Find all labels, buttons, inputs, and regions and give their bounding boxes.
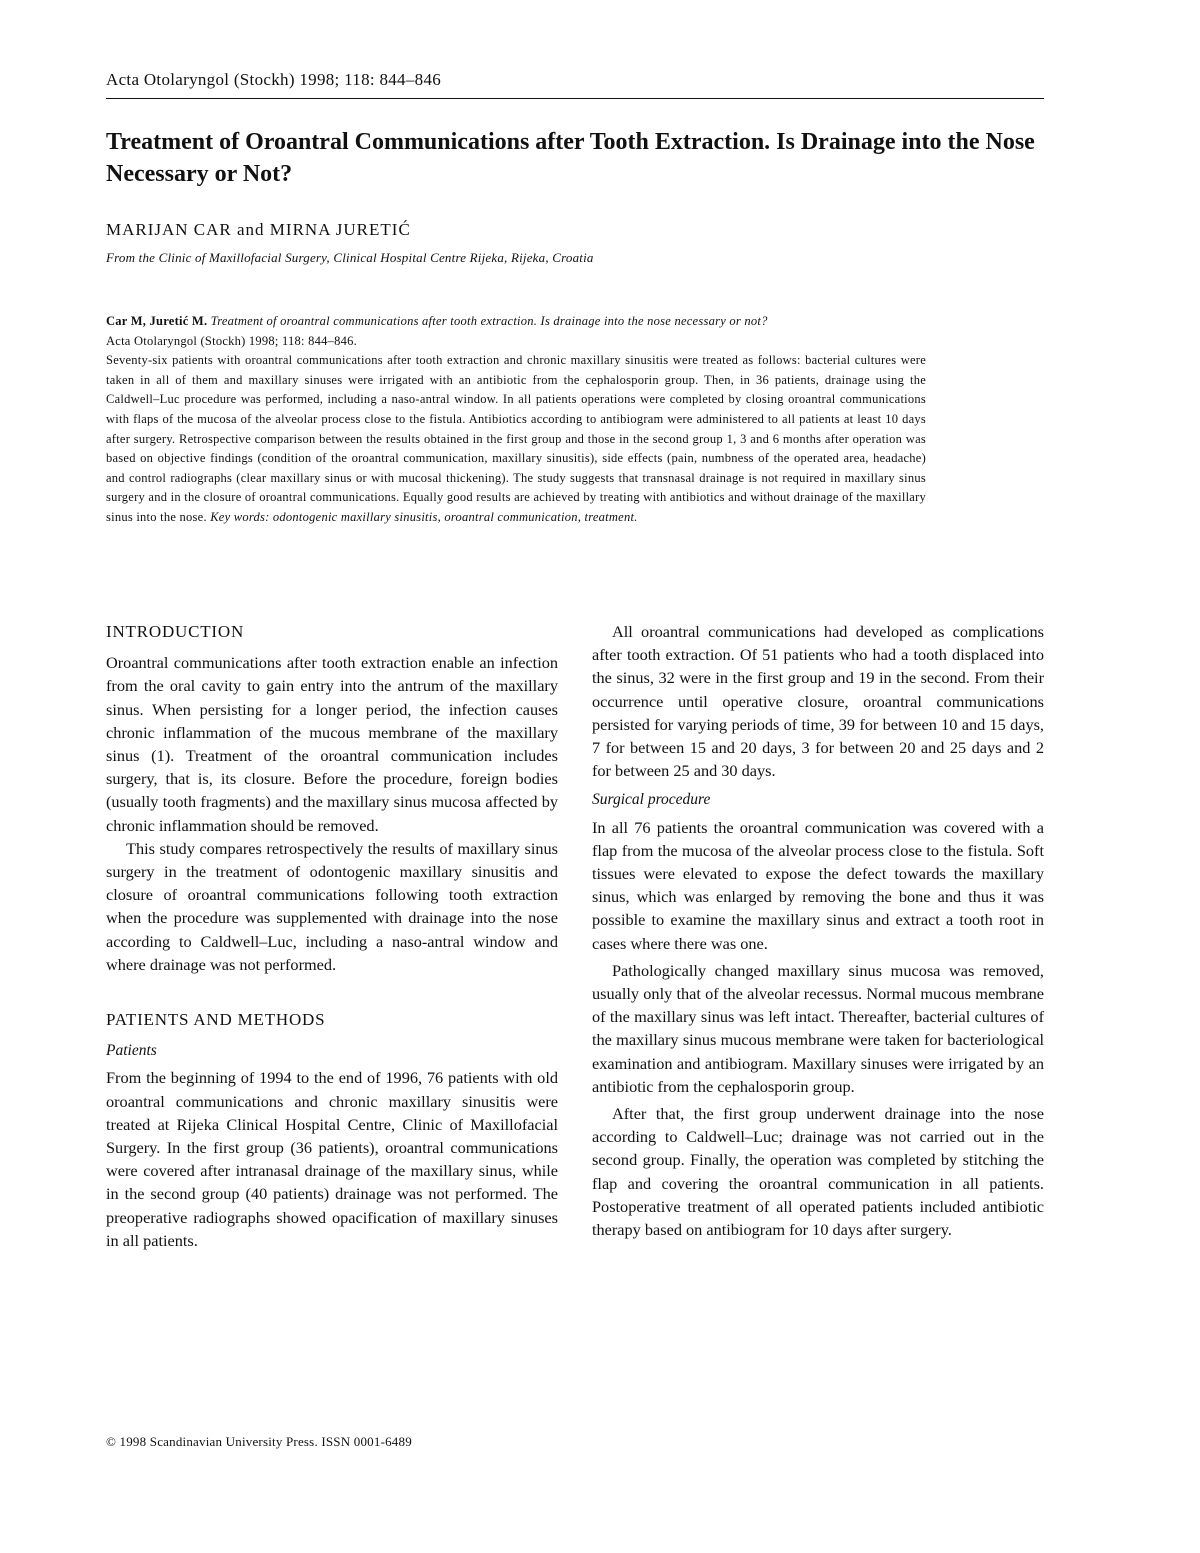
abstract-block xyxy=(106,312,926,528)
right-column xyxy=(592,620,1044,1241)
abstract-citation xyxy=(106,312,926,332)
surgical-paragraph-1: In all 76 patients the oroantral communication was covered with a flap from the mucosa of the alveolar process close to the fistula. Soft tissues were elevated to expose the defect towards the maxillary sinus, which was enlarged by removing the bone and thus it was possible to examine the maxillary sinus and extract a tooth root in cases where there was one. xyxy=(592,817,1044,953)
copyright-notice: © 1998 Scandinavian University Press. ISSN 0001-6489 xyxy=(106,1434,412,1449)
patients-paragraph-2: All oroantral communications had developed as complications after tooth extraction. Of 51 patients who had a tooth displaced into the sinus, 32 were in the first group and 19 in the second. From their occurrence until operative closure, oroantral communications persisted for varying periods of time, 39 for between 10 and 15 days, 7 for between 15 and 20 days, 3 for between 20 and 25 days and 2 for between 25 and 30 days. xyxy=(592,622,1044,781)
article-title: Treatment of Oroantral Communications after Tooth Extraction. Is Drainage into the Nose Necessary or Not? xyxy=(106,129,1035,187)
abstract-text xyxy=(106,351,926,527)
abstract-body: Seventy-six patients with oroantral communications after tooth extraction and chronic maxillary sinusitis were treated as follows: bacterial cultures were taken in all of them and maxillary sinuses were irrigated with an antibiotic from the cephalosporin group. Then, in 36 patients, drainage using the Caldwell–Luc procedure was performed, including a naso-antral window. In all patients operations were completed by closing oroantral communications with flaps of the mucosa of the alveolar process close to the fistula. Antibiotics according to antibiogram were administered to all patients at least 10 days after surgery. Retrospective comparison between the results obtained in the first group and those in the second group 1, 3 and 6 months after operation was based on objective findings (condition of the oroantral communication, maxillary sinusitis), side effects (pain, numbness of the operated area, headache) and control radiographs (clear maxillary sinus or with mucosal thickening). The study suggests that transnasal drainage is not required in maxillary sinus surgery and in the closure of oroantral communications. Equally good results are achieved by treating with antibiotics and without drainage of the maxillary sinus into the nose. xyxy=(106,353,926,524)
citation-title: Treatment of oroantral communications after tooth extraction. Is drainage into the nose necessary or not? xyxy=(210,314,768,328)
surgical-paragraph-3: After that, the first group underwent drainage into the nose according to Caldwell–Luc; drainage was not carried out in the second group. Finally, the operation was completed by stitching the flap and covering the oroantral communication in all patients. Postoperative treatment of all operated patients included antibiotic therapy based on antibiogram for 10 days after surgery. xyxy=(592,1104,1044,1240)
patients-paragraph-1: From the beginning of 1994 to the end of 1996, 76 patients with old oroantral communications and chronic maxillary sinusitis were treated at Rijeka Clinical Hospital Centre, Clinic of Maxillofacial Surgery. In the first group (36 patients), oroantral communications were covered after intranasal drainage of the maxillary sinus, while in the second group (40 patients) drainage was not performed. The preoperative radiographs showed opacification of maxillary sinuses in all patients. xyxy=(106,1068,558,1250)
abstract-keywords: Key words: odontogenic maxillary sinusitis, oroantral communication, treatment. xyxy=(210,509,638,524)
section-spacer xyxy=(106,976,558,1008)
citation-source: Acta Otolaryngol (Stockh) 1998; 118: 844–846. xyxy=(106,333,358,348)
header-rule xyxy=(106,98,1044,99)
introduction-heading: INTRODUCTION xyxy=(106,622,245,641)
surgical-subheading: Surgical procedure xyxy=(592,791,711,809)
surgical-paragraph-2: Pathologically changed maxillary sinus mucosa was removed, usually only that of the alveolar recessus. Normal mucous membrane of the maxillary sinus was left intact. Thereafter, bacterial cultures of the maxillary sinus mucous membrane were taken for bacteriological examination and antibiogram. Maxillary sinuses were irrigated by an antibiotic from the cephalosporin group. xyxy=(592,960,1044,1096)
article-affiliation: From the Clinic of Maxillofacial Surgery, Clinical Hospital Centre Rijeka, Rijeka, Croatia xyxy=(106,250,594,265)
running-head: Acta Otolaryngol (Stockh) 1998; 118: 844–846 xyxy=(106,70,442,89)
citation-authors: Car M, Juretić M. xyxy=(106,314,208,328)
article-authors: MARIJAN CAR and MIRNA JURETIĆ xyxy=(106,220,411,239)
methods-heading: PATIENTS AND METHODS xyxy=(106,1010,326,1030)
patients-subheading: Patients xyxy=(106,1042,157,1060)
introduction-paragraph-1: Oroantral communications after tooth extraction enable an infection from the oral cavity to gain entry into the antrum of the maxillary sinus. When persisting for a longer period, the infection causes chronic inflammation of the mucous membrane of the maxillary sinus (1). Treatment of the oroantral communication includes surgery, that is, its closure. Before the procedure, foreign bodies (usually tooth fragments) and the maxillary sinus mucosa affected by chronic inflammation should be removed. xyxy=(106,653,558,835)
left-column xyxy=(106,620,558,1252)
introduction-paragraph-2: This study compares retrospectively the results of maxillary sinus surgery in the treatment of odontogenic maxillary sinusitis and closure of oroantral communications following tooth extraction when the procedure was supplemented with drainage into the nose according to Caldwell–Luc, including a naso-antral window and where drainage was not performed. xyxy=(106,838,558,974)
